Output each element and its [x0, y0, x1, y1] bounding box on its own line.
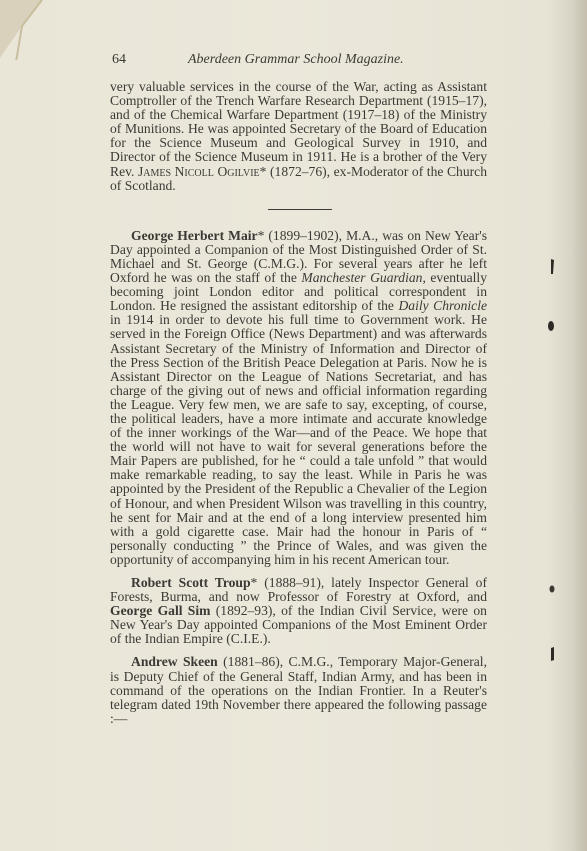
paragraph-text: (1892–93), of the Indian Civil Service, were on New Year's Day appointed Companions of the Most Eminent Order of the Indian Empire (C.I.E.). — [110, 603, 487, 647]
paragraph-text: in 1914 in order to devote his full time to Government work. He served in the Foreign Office (News Department) and was afterwards Assistant Secretary of the Ministry of Information and Director of the Press Section of the British Peace Delegation at Paris. Now he is Assistant Director on the League of Nations Secretariat, and has charge of the giving out of news and official information regarding the League. Very few men, we are safe to say, excepting, of course, the political leaders, have a more intimate and accurate knowledge of the inner workings of the War—and of the Peace. We hope that the world will not have to wait for several generations before the Mair Papers are published, for he “ could a tale unfold ” that would make remarkable reading, to say the least. While in Paris he was appointed by the President of the Republic a Chevalier of the Legion of Honour, and when President Wilson was travelling in this country, he sent for Mair and at the end of a long interview presented him with a gold cigarette case. Mair had the honour in Paris of “ personally conducting ” the Prince of Wales, and was given the opportunity of accompanying him in his recent American tour. — [110, 312, 487, 567]
page-number: 64 — [112, 52, 126, 67]
folded-corner-mark — [0, 0, 60, 60]
paragraph-text: very valuable services in the course of the War, acting as Assistant Comptroller of the Trench Warfare Research Department (1915–17), and of the Chemical Warfare Department (1917–18) of the Ministry of Munitions. He was appointed Secretary of the Board of Education for the Science Museum and Geological Survey in 1910, and Director of the Science Museum in 1911. He is a brother of the Very Rev. — [110, 79, 487, 179]
paragraph-text: , eventually becoming joint London editor and political correspondent in London. He resigned the assistant editorship of the — [110, 270, 488, 314]
ink-mark — [548, 646, 556, 662]
separator-rule — [268, 209, 332, 211]
article-body — [110, 80, 487, 726]
ink-mark — [548, 258, 556, 276]
paragraph-mair — [110, 229, 487, 567]
newspaper-title: Daily Chronicle — [398, 298, 488, 314]
paragraph-text: * (1899–1902), M.A., was on New Year's Day appointed a Companion of the Most Distinguished Order of St. Michael and St. George (C.M.G.). For several years after he left Oxford he was on the staff of the — [110, 227, 487, 286]
page-header — [112, 52, 488, 70]
paragraph-troup-sim — [110, 576, 487, 646]
ink-mark — [548, 584, 556, 594]
running-title: Aberdeen Grammar School Magazine. — [188, 52, 404, 67]
paragraph-skeen — [110, 655, 487, 725]
person-name: George Herbert Mair — [131, 227, 258, 243]
paragraph-ogilvie — [110, 80, 487, 193]
paragraph-text: (1881–86), C.M.G., Temporary Major-General, is Deputy Chief of the General Staff, Indian Army, and has been in command of the operations on the Indian Frontier. In a Reuter's telegram dated 19th November there appeared the following passage :— — [110, 654, 487, 726]
page-edge-shadow — [547, 0, 587, 851]
person-name: Robert Scott Troup — [131, 575, 251, 590]
paragraph-text: * (1872–76), ex-Moderator of the Church of Scotland. — [110, 163, 487, 193]
ink-mark — [546, 320, 556, 332]
person-name: Andrew Skeen — [131, 654, 218, 670]
newspaper-title: Manchester Guardian — [301, 270, 423, 286]
person-name: George Gall Sim — [110, 603, 211, 619]
paragraph-text: * (1888–91), lately Inspector General of Forests, Burma, and now Professor of Forestry at Oxford, and — [110, 575, 488, 605]
person-name: James Nicoll Ogilvie — [137, 163, 260, 179]
section-separator — [110, 193, 487, 229]
